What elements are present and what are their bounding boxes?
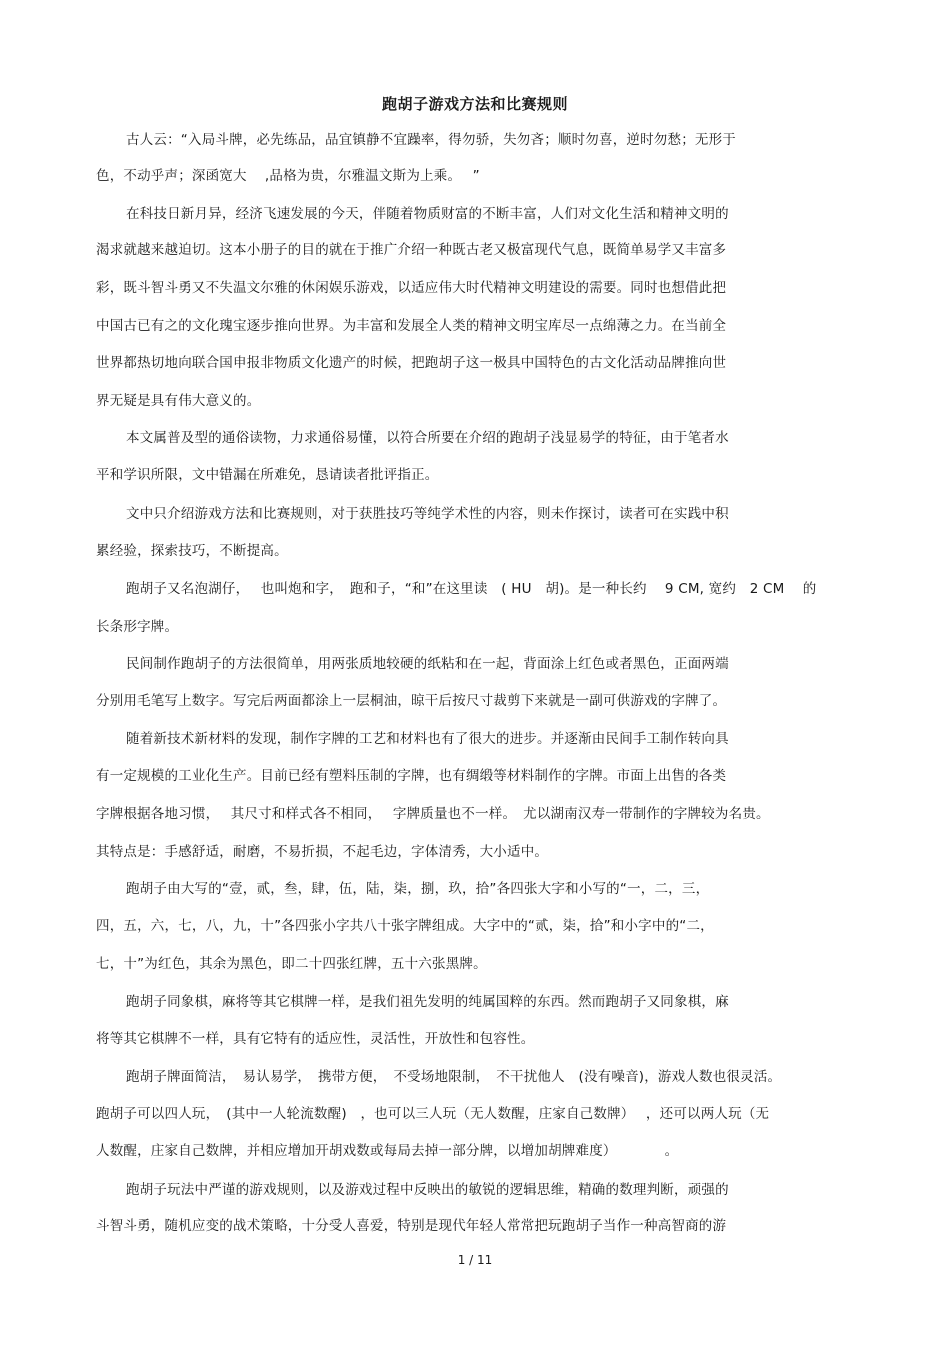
paragraph-line: 随着新技术新材料的发现，制作字牌的工艺和材料也有了很大的进步。并逐渐由民间手工制作转向具 [126,731,729,747]
paragraph-line: 跑胡子可以四人玩， (其中一人轮流数醒) ，也可以三人玩（无人数醒，庄家自己数牌） ，还可以两人玩（无 [96,1106,770,1122]
paragraph-line: 跑胡子由大写的“壹，贰，叁，肆，伍，陆，柒，捌，玖，拾”各四张大字和小写的“一，二，三， [126,881,710,897]
paragraph-line: 累经验，探索技巧，不断提高。 [96,543,288,559]
paragraph-line: 其特点是：手感舒适，耐磨，不易折损，不起毛边，字体清秀，大小适中。 [96,844,549,860]
document-title: 跑胡子游戏方法和比赛规则 [381,95,568,113]
paragraph-line: 古人云：“入局斗牌，必先练品，品宜镇静不宜躁率，得勿骄，失勿吝；顺时勿喜，逆时勿愁；无形于 [126,132,736,148]
paragraph-line: 渴求就越来越迫切。这本小册子的目的就在于推广介绍一种既古老又极富现代气息，既简单易学又丰富多 [96,242,727,258]
paragraph-line: 有一定规模的工业化生产。目前已经有塑料压制的字牌，也有绸缎等材料制作的字牌。市面上出售的各类 [96,768,727,784]
paragraph-line: 界无疑是具有伟大意义的。 [96,393,261,409]
paragraph-line: 四，五，六，七，八，九，十”各四张小字共八十张字牌组成。大字中的“贰，柒，拾”和小字中的“二， [96,918,714,934]
paragraph-line: 色，不动乎声；深函宽大 ,品格为贵，尔雅温文斯为上乘。 ” [96,168,480,184]
paragraph-line: 跑胡子同象棋，麻将等其它棋牌一样，是我们祖先发明的纯属国粹的东西。然而跑胡子又同象棋，麻 [126,994,729,1010]
paragraph-line: 跑胡子玩法中严谨的游戏规则，以及游戏过程中反映出的敏锐的逻辑思维，精确的数理判断，顽强的 [126,1182,729,1198]
paragraph-line: 彩，既斗智斗勇又不失温文尔雅的休闲娱乐游戏，以适应伟大时代精神文明建设的需要。同时也想借此把 [96,280,727,296]
page-number: 1 / 11 [457,1253,493,1267]
paragraph-line: 长条形字牌。 [96,619,179,635]
paragraph-line: 人数醒，庄家自己数牌，并相应增加开胡戏数或每局去掉一部分牌，以增加胡牌难度） 。 [96,1143,679,1159]
paragraph-line: 中国古已有之的文化瑰宝逐步推向世界。为丰富和发展全人类的精神文明宝库尽一点绵薄之力。在当前全 [96,318,727,334]
paragraph-line: 分别用毛笔写上数字。写完后两面都涂上一层桐油，晾干后按尺寸裁剪下来就是一副可供游戏的字牌了。 [96,693,727,709]
paragraph-line: 世界都热切地向联合国申报非物质文化遗产的时候，把跑胡子这一极具中国特色的古文化活动品牌推向世 [96,355,727,371]
paragraph-line: 字牌根据各地习惯， 其尺寸和样式各不相同， 字牌质量也不一样。 尤以湖南汉寿一带制作的字牌较为名贵。 [96,806,770,822]
paragraph-line: 跑胡子又名泡湖仔， 也叫炮和字， 跑和子，“和”在这里读 ( HU 胡)。是一种长约 9 CM, 宽约 2 CM 的 [126,581,817,597]
paragraph-line: 民间制作跑胡子的方法很简单，用两张质地较硬的纸粘和在一起，背面涂上红色或者黑色，正面两端 [126,656,729,672]
paragraph-line: 在科技日新月异，经济飞速发展的今天，伴随着物质财富的不断丰富，人们对文化生活和精神文明的 [126,206,729,222]
paragraph-line: 七，十”为红色，其余为黑色，即二十四张红牌，五十六张黑牌。 [96,956,487,972]
paragraph-line: 本文属普及型的通俗读物，力求通俗易懂，以符合所要在介绍的跑胡子浅显易学的特征，由于笔者水 [126,430,729,446]
paragraph-line: 斗智斗勇，随机应变的战术策略，十分受人喜爱，特别是现代年轻人常常把玩跑胡子当作一种高智商的游 [96,1218,727,1234]
paragraph-line: 平和学识所限，文中错漏在所难免，恳请读者批评指正。 [96,467,439,483]
paragraph-line: 将等其它棋牌不一样，具有它特有的适应性，灵活性，开放性和包容性。 [96,1031,535,1047]
paragraph-line: 文中只介绍游戏方法和比赛规则，对于获胜技巧等纯学术性的内容，则未作探讨，读者可在实践中积 [126,506,729,522]
paragraph-line: 跑胡子牌面简洁， 易认易学， 携带方便， 不受场地限制， 不干扰他人 (没有噪音)，游戏人数也很灵活。 [126,1069,782,1085]
